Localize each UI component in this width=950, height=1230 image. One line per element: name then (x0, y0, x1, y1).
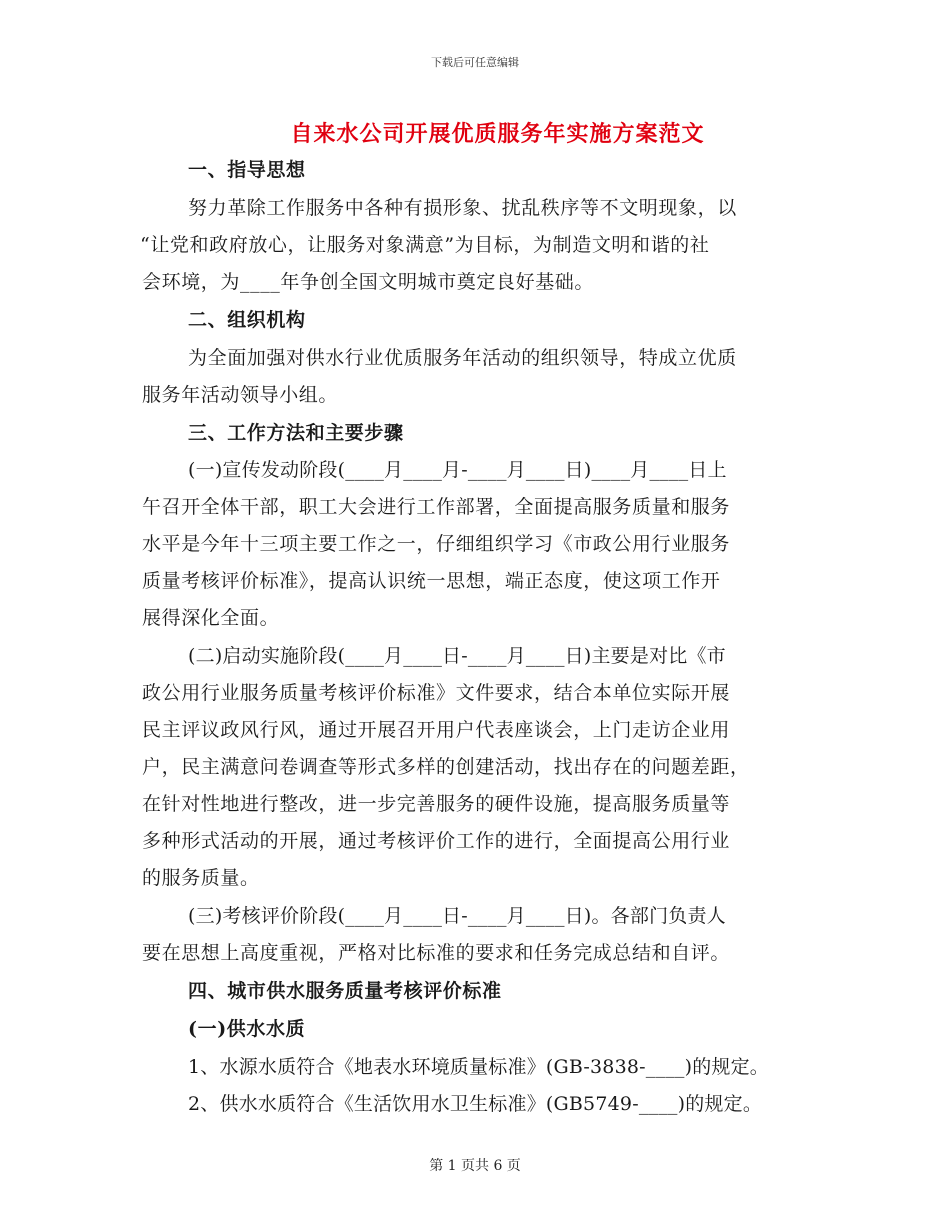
paragraph-line: 为全面加强对供水行业优质服务年活动的组织领导，特成立优质 (188, 347, 737, 369)
section-heading-organization: 二、组织机构 (188, 309, 306, 331)
document-title: 自来水公司开展优质服务年实施方案范文 (290, 121, 705, 147)
list-item: 1、水源水质符合《地表水环境质量标准》(GB-3838-____)的规定。 (188, 1056, 770, 1078)
list-item: 2、供水水质符合《生活饮用水卫生标准》(GB5749-____)的规定。 (188, 1093, 763, 1115)
paragraph-line: 午召开全体干部，职工大会进行工作部署，全面提高服务质量和服务 (142, 496, 731, 518)
paragraph-line: 要在思想上高度重视，严格对比标准的要求和任务完成总结和自评。 (142, 942, 731, 964)
paragraph-line: 在针对性地进行整改，进一步完善服务的硬件设施，提高服务质量等 (142, 793, 731, 815)
section-heading-methods: 三、工作方法和主要步骤 (188, 422, 404, 444)
header-note: 下载后可任意编辑 (431, 56, 519, 69)
section-heading-evaluation-standard: 四、城市供水服务质量考核评价标准 (188, 980, 502, 1002)
subsection-heading-water-quality: (一)供水水质 (188, 1018, 306, 1040)
paragraph-line: 质量考核评价标准》，提高认识统一思想，端正态度，使这项工作开 (142, 570, 721, 592)
paragraph-line: 展得深化全面。 (142, 607, 280, 629)
paragraph-line: (一)宣传发动阶段(____月____月-____月____日)____月____日上 (188, 459, 727, 481)
paragraph-line: 会环境，为____年争创全国文明城市奠定良好基础。 (142, 271, 595, 293)
paragraph-line: 户，民主满意问卷调查等形式多样的创建活动，找出存在的问题差距， (142, 756, 750, 778)
paragraph-line: 水平是今年十三项主要工作之一，仔细组织学习《市政公用行业服务 (142, 533, 731, 555)
paragraph-line: 民主评议政风行风，通过开展召开用户代表座谈会，上门走访企业用 (142, 719, 731, 741)
paragraph-line: (二)启动实施阶段(____月____日-____月____日)主要是对比《市 (188, 645, 726, 667)
paragraph-line: 多种形式活动的开展，通过考核评价工作的进行，全面提高公用行业 (142, 830, 731, 852)
paragraph-line: 政公用行业服务质量考核评价标准》文件要求，结合本单位实际开展 (142, 682, 731, 704)
page-footer: 第 1 页共 6 页 (429, 1158, 521, 1174)
paragraph-line: 服务年活动领导小组。 (142, 384, 339, 406)
paragraph-line: “让党和政府放心，让服务对象满意”为目标，为制造文明和谐的社 (140, 234, 710, 256)
paragraph-line: (三)考核评价阶段(____月____日-____月____日)。各部门负责人 (188, 905, 726, 927)
section-heading-guiding-ideology: 一、指导思想 (188, 159, 306, 181)
paragraph-line: 的服务质量。 (142, 867, 260, 889)
paragraph-line: 努力革除工作服务中各种有损形象、扰乱秩序等不文明现象，以 (188, 197, 737, 219)
